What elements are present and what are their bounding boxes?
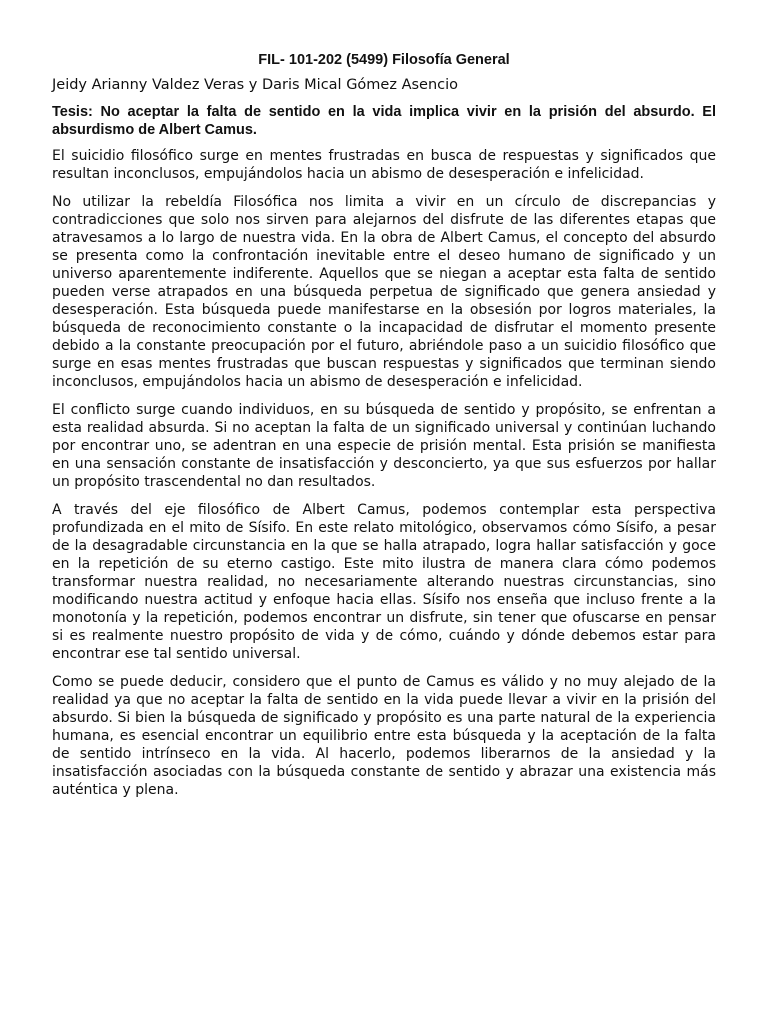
paragraph-5: Como se puede deducir, considero que el punto de Camus es válido y no muy alejado de la realidad ya que no aceptar la falta de sentido en la vida puede llevar a vivir en la prisión del absurdo. Si bien la búsqueda de significado y propósito es una parte natural de la experiencia humana, es esencial encontrar un equilibrio entre esta búsqueda y la aceptación de la falta de sentido intrínseco en la vida. Al hacerlo, podemos liberarnos de la ansiedad y la insatisfacción asociadas con la búsqueda constante de sentido y abrazar una existencia más auténtica y plena. [52, 674, 716, 798]
thesis-statement: Tesis: No aceptar la falta de sentido en la vida implica vivir en la prisión del absurdo. El absurdismo de Albert Camus. [52, 104, 716, 138]
paragraph-4: A través del eje filosófico de Albert Camus, podemos contemplar esta perspectiva profundizada en el mito de Sísifo. En este relato mitológico, observamos cómo Sísifo, a pesar de la desagradable circunstancia en la que se halla atrapado, logra hallar satisfacción y goce en la repetición de su eterno castigo. Este mito ilustra de manera clara cómo podemos transformar nuestra realidad, no necesariamente alterando nuestras circunstancias, sino modificando nuestra actitud y enfoque hacia ellas. Sísifo nos enseña que incluso frente a la monotonía y la repetición, podemos encontrar un disfrute, sin tener que ofuscarse en pensar si es realmente nuestro propósito de vida y de cómo, cuándo y dónde debemos estar para encontrar ese tal sentido universal. [52, 502, 716, 662]
authors-line: Jeidy Arianny Valdez Veras y Daris Mical Gómez Asencio [52, 77, 459, 93]
paragraph-2: No utilizar la rebeldía Filosófica nos limita a vivir en un círculo de discrepancias y contradicciones que solo nos sirven para alejarnos del disfrute de las diferentes etapas que atravesamos a lo largo de nuestra vida. En la obra de Albert Camus, el concepto del absurdo se presenta como la confrontación inevitable entre el deseo humano de significado y un universo aparentemente indiferente. Aquellos que se niegan a aceptar esta falta de sentido pueden verse atrapados en una búsqueda perpetua de significado que genera ansiedad y desesperación. Esta búsqueda puede manifestarse en la obsesión por logros materiales, la búsqueda de reconocimiento constante o la incapacidad de disfrutar el momento presente debido a la constante preocupación por el futuro, abriéndole paso a un suicidio filosófico que surge en esas mentes frustradas que buscan respuestas y significados que terminan siendo inconclusos, empujándolos hacia un abismo de desesperación e infelicidad. [52, 194, 716, 390]
paragraph-1: El suicidio filosófico surge en mentes frustradas en busca de respuestas y significados que resultan inconclusos, empujándolos hacia un abismo de desesperación e infelicidad. [52, 148, 716, 182]
course-title: FIL- 101-202 (5499) Filosofía General [258, 52, 510, 68]
paragraph-3: El conflicto surge cuando individuos, en su búsqueda de sentido y propósito, se enfrentan a esta realidad absurda. Si no aceptan la falta de un significado universal y continúan luchando por encontrar uno, se adentran en una especie de prisión mental. Esta prisión se manifiesta en una sensación constante de insatisfacción y desconcierto, ya que sus esfuerzos por hallar un propósito trascendental no dan resultados. [52, 402, 716, 490]
document-page [52, 50, 716, 809]
